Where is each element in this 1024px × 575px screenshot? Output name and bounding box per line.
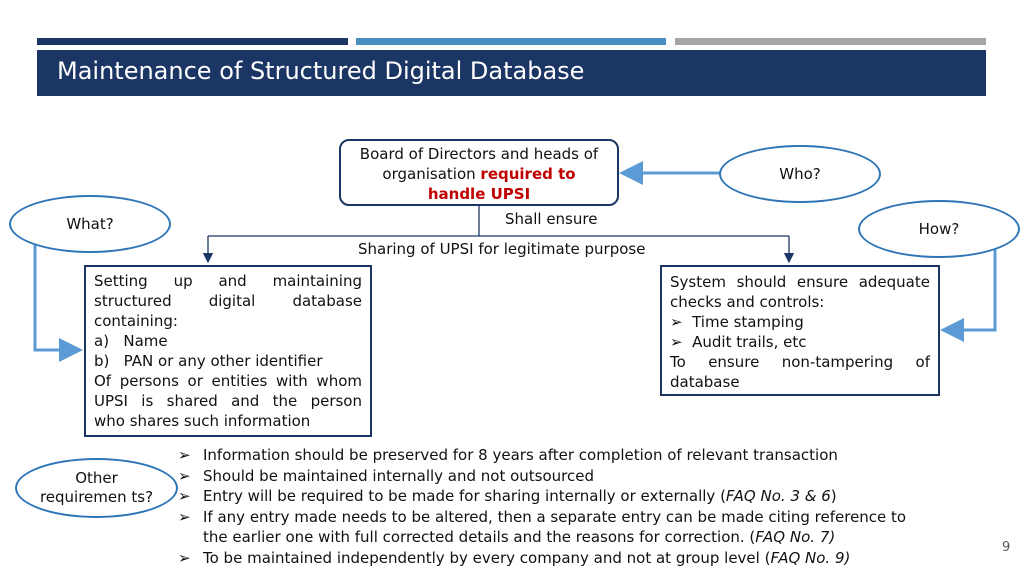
what-arrow: [35, 244, 80, 350]
how-ellipse: [858, 200, 1020, 258]
requirement-body: Entry will be required to be made for sharing internally or externally (: [203, 487, 726, 505]
word: Setting: [94, 272, 148, 290]
list-item: [178, 466, 968, 487]
left-line-7: UPSI is shared and the person: [94, 392, 362, 410]
board-text-b: organisation: [382, 165, 476, 183]
list-item: [178, 445, 968, 466]
board-box: [339, 139, 619, 206]
who-label: Who?: [779, 165, 821, 183]
board-text-red-2: handle UPSI: [427, 185, 531, 203]
requirement-text: [203, 507, 906, 548]
how-details-box: [660, 265, 940, 396]
who-ellipse: [719, 145, 881, 203]
left-item-b: b) PAN or any other identifier: [94, 352, 323, 370]
word: structured: [94, 292, 172, 310]
sharing-label: Sharing of UPSI for legitimate purpose: [358, 240, 646, 258]
left-line-6: Of persons or entities with whom: [94, 372, 362, 390]
right-bullet-1: [670, 312, 930, 332]
word: up: [173, 272, 193, 290]
arrow-bullet-icon: ➢: [178, 487, 191, 505]
board-text-a: Board of Directors and heads of: [359, 145, 599, 163]
left-line-2: [94, 291, 362, 311]
left-line-8: who shares such information: [94, 412, 311, 430]
what-details-box: [84, 265, 372, 437]
arrow-bullet-icon: ➢: [670, 333, 693, 351]
word: and: [218, 272, 247, 290]
right-line-6: database: [670, 373, 740, 391]
left-line-1: [94, 271, 362, 291]
arrow-bullet-icon: ➢: [178, 507, 191, 526]
other-requirements-ellipse: [15, 458, 178, 518]
how-label: How?: [918, 220, 960, 238]
page-number: 9: [1002, 540, 1011, 555]
bullet-text: Time stamping: [692, 313, 804, 331]
list-item: [178, 486, 968, 507]
faq-reference: FAQ No. 9): [770, 548, 851, 567]
requirement-line: the earlier one with full corrected details and the reasons for correction. (: [203, 528, 756, 546]
requirement-end: ): [830, 487, 837, 505]
requirement-line: If any entry made needs to be altered, then a separate entry can be made citing reference to: [203, 507, 907, 526]
what-ellipse: [9, 195, 171, 253]
arrow-bullet-icon: ➢: [178, 446, 191, 464]
word: digital: [208, 292, 256, 310]
right-line-2: checks and controls:: [670, 293, 825, 311]
board-text-red-1: required to: [480, 165, 576, 183]
word: maintaining: [272, 272, 362, 290]
bullet-text: Audit trails, etc: [692, 333, 807, 351]
shall-ensure-label: Shall ensure: [505, 210, 598, 228]
requirement-text: [203, 486, 837, 507]
arrow-bullet-icon: ➢: [670, 313, 693, 331]
faq-reference: FAQ No. 3 & 6: [725, 487, 831, 505]
arrow-bullet-icon: ➢: [178, 548, 191, 567]
requirement-text: [203, 548, 850, 569]
list-item: [178, 548, 968, 569]
faq-reference: FAQ No. 7): [755, 528, 836, 546]
right-line-5: To ensure non-tampering of: [670, 353, 930, 371]
right-line-1: System should ensure adequate: [670, 273, 930, 291]
left-item-a: a) Name: [94, 332, 168, 350]
arrow-bullet-icon: ➢: [178, 466, 191, 485]
other-requirements-label: Other requiremen ts?: [39, 469, 154, 506]
requirement-text: Should be maintained internally and not outsourced: [203, 466, 595, 485]
requirement-text: Information should be preserved for 8 years after completion of relevant transaction: [203, 446, 838, 464]
requirements-list: [178, 445, 968, 568]
how-arrow: [943, 248, 995, 330]
left-line-3: containing:: [94, 312, 178, 330]
what-label: What?: [66, 215, 114, 233]
list-item: [178, 507, 968, 548]
word: database: [292, 292, 362, 310]
page-title: Maintenance of Structured Digital Database: [57, 57, 585, 85]
requirement-body: To be maintained independently by every company and not at group level (: [203, 548, 771, 567]
right-bullet-2: [670, 332, 930, 352]
